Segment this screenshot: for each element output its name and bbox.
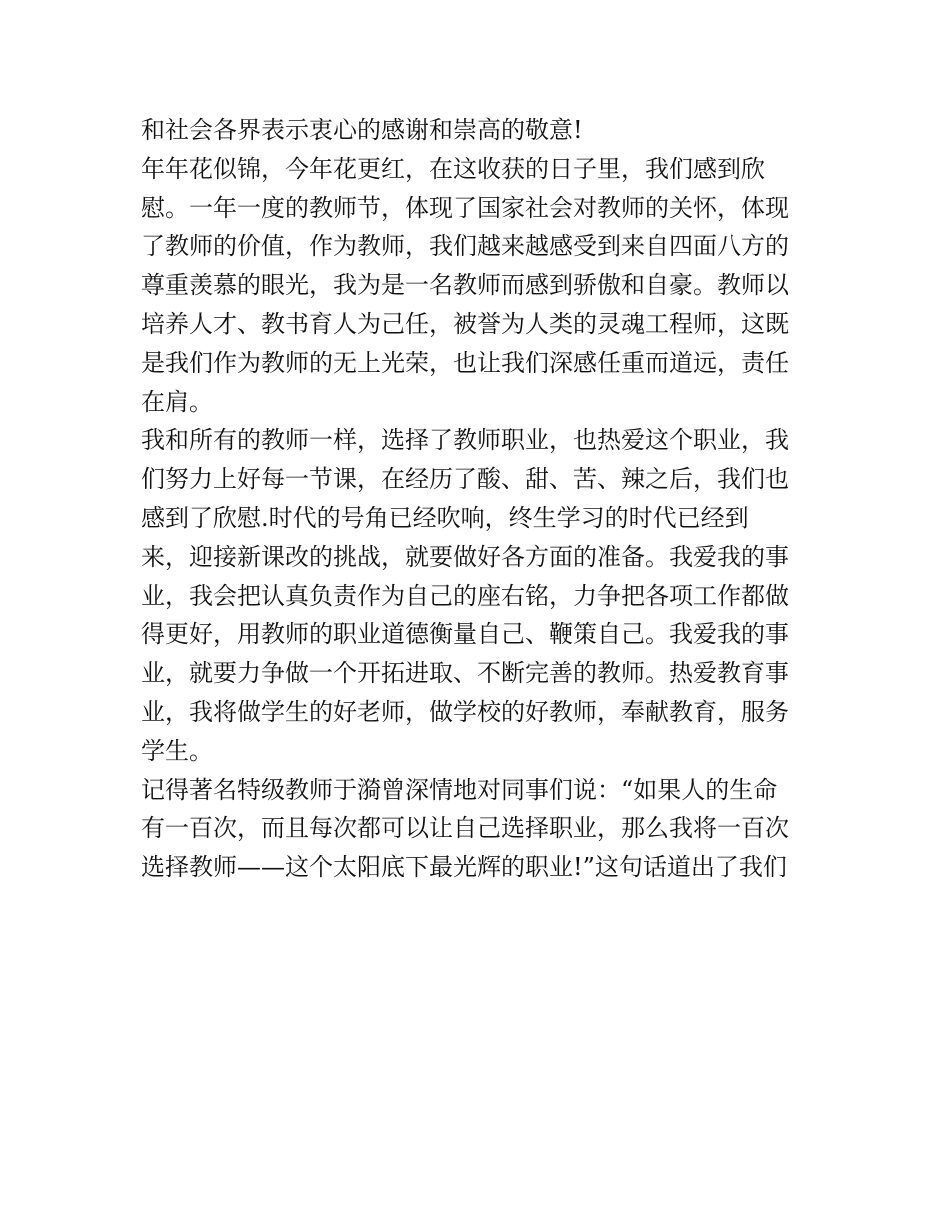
text-line: 是我们作为教师的无上光荣，也让我们深感任重而道远，责任: [141, 348, 789, 377]
text-line: 培养人才、教书育人为己任，被誉为人类的灵魂工程师，这既: [141, 309, 789, 338]
text-line: 业，我将做学生的好老师，做学校的好教师，奉献教育，服务: [141, 697, 789, 726]
text-line: 尊重羡慕的眼光，我为是一名教师而感到骄傲和自豪。教师以: [141, 271, 789, 300]
text-line: 来，迎接新课改的挑战，就要做好各方面的准备。我爱我的事: [141, 542, 789, 571]
text-line: 们努力上好每一节课，在经历了酸、甜、苦、辣之后，我们也: [141, 465, 789, 494]
text-line: 业，就要力争做一个开拓进取、不断完善的教师。热爱教育事: [141, 659, 789, 688]
text-line: 得更好，用教师的职业道德衡量自己、鞭策自己。我爱我的事: [141, 620, 789, 649]
text-line: 慰。一年一度的教师节，体现了国家社会对教师的关怀，体现: [141, 193, 789, 222]
text-line: 业，我会把认真负责作为自己的座右铭，力争把各项工作都做: [141, 581, 789, 610]
text-line: 学生。: [141, 736, 213, 765]
text-line: 了教师的价值，作为教师，我们越来越感受到来自四面八方的: [141, 232, 789, 261]
text-line: 有一百次，而且每次都可以让自己选择职业，那么我将一百次: [141, 814, 789, 843]
text-line: 和社会各界表示衷心的感谢和崇高的敬意!: [141, 116, 583, 144]
text-line: 选择教师——这个太阳底下最光辉的职业!”这句话道出了我们: [141, 853, 787, 882]
text-line: 我和所有的教师一样，选择了教师职业，也热爱这个职业，我: [141, 426, 789, 455]
document-body: [141, 111, 821, 887]
text-line: 记得著名特级教师于漪曾深情地对同事们说：“如果人的生命: [141, 775, 778, 804]
text-line: 在肩。: [141, 387, 213, 416]
text-line: 年年花似锦，今年花更红，在这收获的日子里，我们感到欣: [141, 154, 765, 183]
text-line: 感到了欣慰.时代的号角已经吹响，终生学习的时代已经到: [141, 503, 749, 532]
